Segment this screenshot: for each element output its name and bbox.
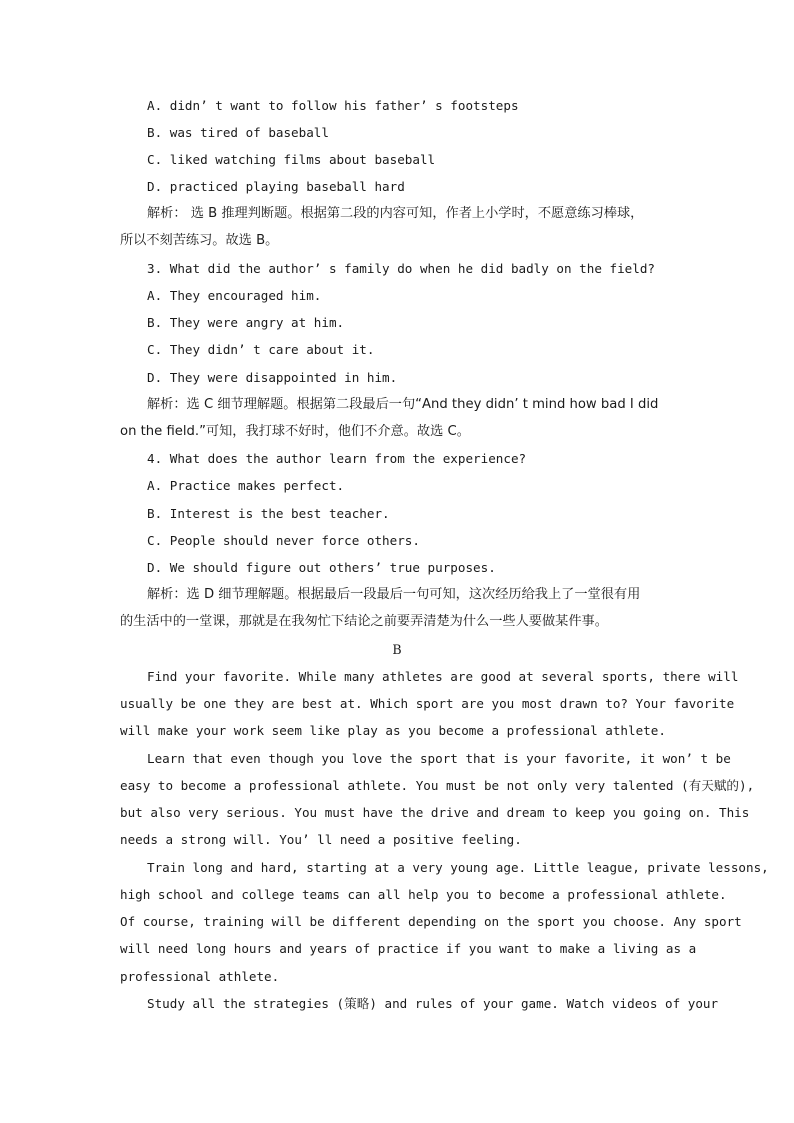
- q4-answer-line-1: 解析：选 D 细节理解题。根据最后一段最后一句可知，这次经历给我上了一堂很有用: [147, 587, 641, 602]
- q2-option-a: A. didn’ t want to follow his father’ s footsteps: [147, 98, 519, 113]
- passage-line: easy to become a professional athlete. You must be not only very talented (有天赋的),: [120, 778, 755, 793]
- q3-option-d: D. They were disappointed in him.: [147, 370, 398, 385]
- q4-option-d: D. We should figure out others’ true purposes.: [147, 560, 496, 575]
- q2-answer-line-1: 解析： 选 B 推理判断题。根据第二段的内容可知，作者上小学时，不愿意练习棒球，: [147, 206, 644, 221]
- q3-option-c: C. They didn’ t care about it.: [147, 342, 375, 357]
- passage-line: Find your favorite. While many athletes are good at several sports, there will: [147, 669, 739, 684]
- q4-answer-line-2: 的生活中的一堂课，那就是在我匆忙下结论之前要弄清楚为什么一些人要做某件事。: [120, 614, 608, 629]
- q3-option-a: A. They encouraged him.: [147, 288, 322, 303]
- q4-option-b: B. Interest is the best teacher.: [147, 506, 390, 521]
- passage-line: high school and college teams can all help you to become a professional athlete.: [120, 887, 727, 902]
- passage-line: usually be one they are best at. Which sport are you most drawn to? Your favorite: [120, 696, 735, 711]
- passage-line: Study all the strategies (策略) and rules of your game. Watch videos of your: [147, 996, 719, 1011]
- q2-option-c: C. liked watching films about baseball: [147, 152, 436, 167]
- passage-line: Train long and hard, starting at a very young age. Little league, private lessons,: [147, 860, 769, 875]
- q3-question: 3. What did the author’ s family do when he did badly on the field?: [147, 261, 655, 276]
- passage-line: but also very serious. You must have the drive and dream to keep you going on. This: [120, 805, 750, 820]
- q2-option-b: B. was tired of baseball: [147, 125, 329, 140]
- q2-option-d: D. practiced playing baseball hard: [147, 179, 405, 194]
- q3-option-b: B. They were angry at him.: [147, 315, 345, 330]
- passage-line: professional athlete.: [120, 969, 280, 984]
- section-b-heading: B: [392, 642, 402, 657]
- passage-line: will make your work seem like play as you become a professional athlete.: [120, 723, 666, 738]
- q4-question: 4. What does the author learn from the experience?: [147, 451, 527, 466]
- passage-line: needs a strong will. You’ ll need a positive feeling.: [120, 832, 522, 847]
- q2-answer-line-2: 所以不刻苦练习。故选 B。: [120, 233, 279, 248]
- passage-line: Of course, training will be different depending on the sport you choose. Any sport: [120, 914, 742, 929]
- q3-answer-line-1: 解析：选 C 细节理解题。根据第二段最后一句“And they didn’ t mind how bad I did: [147, 397, 659, 412]
- passage-line: will need long hours and years of practice if you want to make a living as a: [120, 941, 697, 956]
- q3-answer-line-2: on the field.”可知，我打球不好时，他们不介意。故选 C。: [120, 424, 470, 439]
- q4-option-c: C. People should never force others.: [147, 533, 420, 548]
- passage-line: Learn that even though you love the sport that is your favorite, it won’ t be: [147, 751, 731, 766]
- q4-option-a: A. Practice makes perfect.: [147, 478, 345, 493]
